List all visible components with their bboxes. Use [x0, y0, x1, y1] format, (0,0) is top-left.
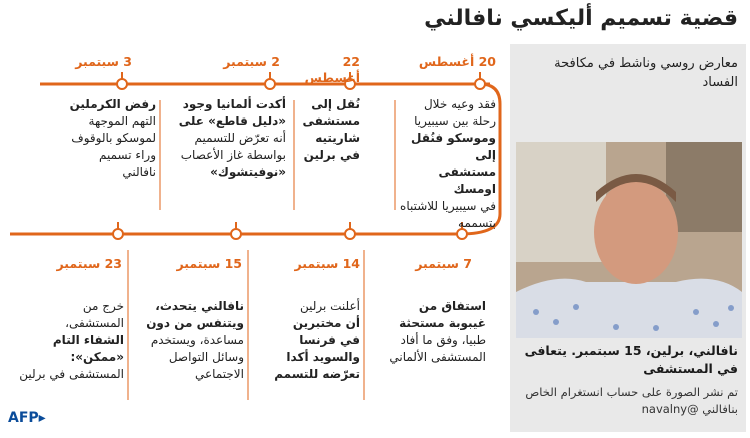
event-text: نُقل إلى مستشفى شاريتيه في برلين: [302, 97, 360, 162]
event-text: فقد وعيه خلال رحلة بين سيبيريا وموسكو فنُقل إلى مستشفى اومسك في سيبيريا للاشتباه بتسممه: [400, 97, 496, 230]
afp-logo: AFP▸: [8, 410, 46, 426]
photo-caption: تم نشر الصورة على حساب انستغرام الخاص بنافالني @navalny: [525, 385, 738, 416]
event-text: أعلنت برلين أن مختبرين في فرنسا والسويد أكدا تعرّضه للتسمم: [274, 299, 360, 381]
event-text: خرج من المستشفى، الشفاء التام «ممكن»: المستشفى في برلين: [19, 299, 124, 381]
event-text: استفاق من غيبوبة مستحثة طبيا، وفق ما أفاد المستشفى الألماني: [389, 299, 486, 364]
event-text: نافالني يتحدث، ويتنفس من دون مساعدة، ويستخدم وسائل التواصل الاجتماعي: [146, 299, 244, 381]
profile-card: [510, 44, 746, 432]
event-date: 15 سبتمبر: [176, 256, 242, 271]
event-date: 22 أغسطس: [304, 54, 360, 85]
profile-intro: معارض روسي وناشط في مكافحة الفساد: [554, 56, 738, 90]
event-date: 14 سبتمبر: [294, 256, 360, 271]
page-title: قضية تسميم أليكسي نافالني: [424, 6, 738, 31]
event-text: أكدت ألمانيا وجود «دليل قاطع» على أنه تعرّض للتسميم بواسطة غاز الأعصاب «نوفيتشوك»: [178, 97, 286, 179]
event-text: رفض الكرملين التهم الموجهة لموسكو بالوقوف وراء تسميم نافالني: [69, 97, 156, 179]
event-date: 7 سبتمبر: [415, 256, 472, 271]
event-date: 20 أغسطس: [418, 54, 496, 69]
event-date: 23 سبتمبر: [56, 256, 122, 271]
event-date: 3 سبتمبر: [75, 54, 132, 69]
photo-caption-bold: نافالني، برلين، 15 سبتمبر. يتعافى في المستشفى: [524, 343, 738, 376]
event-date: 2 سبتمبر: [223, 54, 280, 69]
portrait-photo: [516, 142, 742, 338]
